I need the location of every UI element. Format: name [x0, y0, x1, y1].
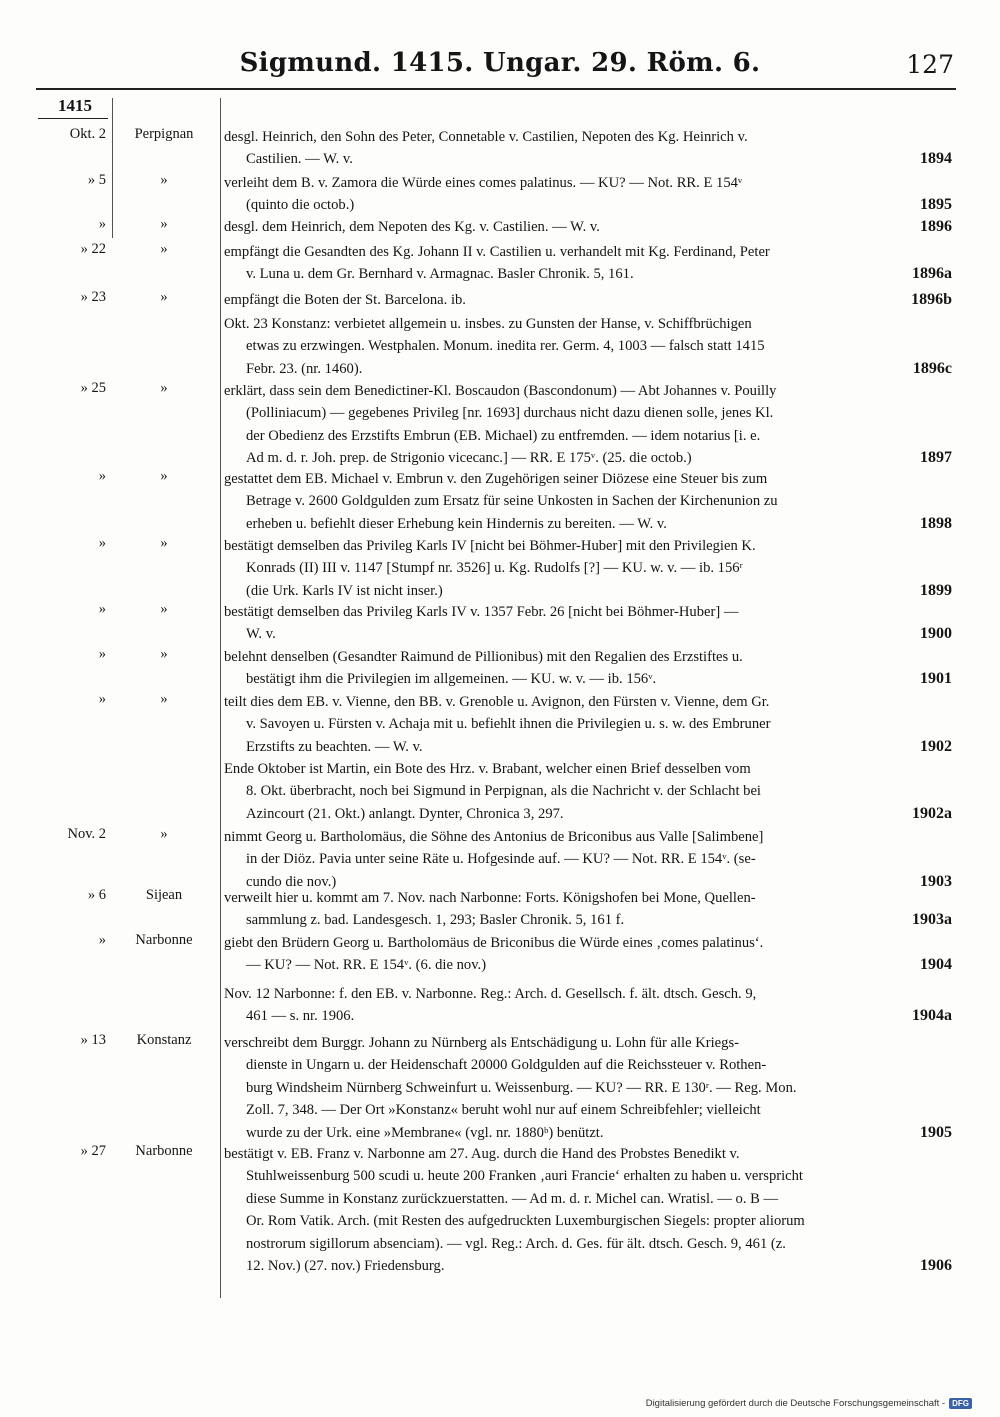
- entry-line: erheben u. befiehlt dieser Erhebung kein Hindernis zu bereiten. — W. v.: [246, 515, 667, 532]
- entry-line: bestätigt demselben das Privileg Karls IV [nicht bei Böhmer-Huber] mit den Privilegien K.: [224, 538, 756, 554]
- entry-line: sammlung z. bad. Landesgesch. 1, 293; Basler Chronik. 5, 161 f.: [246, 912, 625, 929]
- entry-line: dienste in Ungarn u. der Heidenschaft 20000 Goldgulden auf die Reichssteuer v. Rothen-: [246, 1057, 767, 1074]
- entry-number: 1897: [920, 449, 952, 467]
- entry-text: [224, 601, 952, 646]
- entry-number: 1900: [920, 625, 952, 643]
- entry-place: »: [160, 691, 168, 707]
- entry-place: »: [160, 826, 168, 842]
- entry-date: »: [98, 691, 106, 707]
- entry-date: »: [98, 646, 106, 662]
- entry-date: »: [98, 468, 106, 484]
- entry-line: Azincourt (21. Okt.) anlangt. Dynter, Chronica 3, 297.: [246, 805, 564, 822]
- entry-date: » 13: [80, 1032, 106, 1048]
- entry-line: etwas zu erzwingen. Westphalen. Monum. inedita rer. Germ. 4, 1003 — falsch statt 1415: [246, 338, 765, 355]
- entry-number: 1896: [920, 218, 952, 235]
- entry-place: »: [160, 380, 168, 396]
- entry-line: bestätigt ihm die Privilegien im allgemeinen. — KU. w. v. — ib. 156ᵛ.: [246, 671, 657, 688]
- entry-place: Narbonne: [135, 932, 193, 948]
- entry-number: 1898: [920, 514, 952, 532]
- entry-number: 1895: [920, 196, 952, 214]
- entry-number: 1901: [920, 670, 952, 688]
- entry-place: »: [160, 646, 168, 662]
- entry-line: Stuhlweissenburg 500 scudi u. heute 200 Franken ‚auri Francie‘ erhalten zu haben u. verspricht: [246, 1168, 803, 1185]
- entry-text: [224, 758, 952, 825]
- entry-line: burg Windsheim Nürnberg Schweinfurt u. Weissenburg. — KU? — RR. E 130ʳ. — Reg. Mon.: [246, 1079, 797, 1096]
- entry-text: [224, 1032, 952, 1144]
- entry-line: (Polliniacum) — gegebenes Privileg [nr. 1693] durchaus nicht dazu dienen solle, jenes Kl.: [246, 405, 774, 422]
- entry-line: teilt dies dem EB. v. Vienne, den BB. v. Grenoble u. Avignon, den Fürsten v. Vienne, dem Gr.: [224, 694, 770, 710]
- entry-line: Okt. 23 Konstanz: verbietet allgemein u. insbes. zu Gunsten der Hanse, v. Schiffbrüchigen: [224, 316, 752, 332]
- entry-line: Ad m. d. r. Joh. prep. de Strigonio vicecanc.] — RR. E 175ᵛ. (25. die octob.): [246, 450, 692, 467]
- entry-line: Erzstifts zu beachten. — W. v.: [246, 738, 423, 755]
- entry-number: 1904: [920, 956, 952, 974]
- entry-place: »: [160, 468, 168, 484]
- entry-line: W. v.: [246, 626, 276, 643]
- entry-line: v. Luna u. dem Gr. Bernhard v. Armagnac. Basler Chronik. 5, 161.: [246, 266, 634, 283]
- entry-place: »: [160, 172, 168, 188]
- entry-number: 1905: [920, 1123, 952, 1141]
- entry-place: »: [160, 601, 168, 617]
- entry-line: Febr. 23. (nr. 1460).: [246, 360, 363, 377]
- entry-line: Betrage v. 2600 Goldgulden zum Ersatz für seine Unkosten in Sachen der Kirchenunion zu: [246, 493, 778, 510]
- entry-line: cundo die nov.): [246, 873, 337, 890]
- entry-line: 461 — s. nr. 1906.: [246, 1008, 355, 1025]
- entry-place: Konstanz: [136, 1032, 192, 1048]
- entry-date: »: [98, 932, 106, 948]
- entry-number: 1903a: [912, 911, 952, 929]
- entry-number: 1899: [920, 581, 952, 599]
- entry-date: Okt. 2: [69, 126, 106, 142]
- entry-text: [224, 1143, 952, 1277]
- entry-place: »: [160, 289, 168, 305]
- entry-line: Nov. 12 Narbonne: f. den EB. v. Narbonne. Reg.: Arch. d. Gesellsch. f. ält. dtsch. Gesch. 9,: [224, 986, 757, 1002]
- entry-place: Narbonne: [135, 1143, 193, 1159]
- entry-text: [224, 932, 952, 977]
- entry-date: Nov. 2: [67, 826, 106, 842]
- entry-line: Castilien. — W. v.: [246, 151, 353, 168]
- year-heading: 1415: [58, 96, 92, 115]
- entry-date: » 22: [80, 241, 106, 257]
- entry-line: Or. Rom Vatik. Arch. (mit Resten des aufgedruckten Luxemburgischen Siegels: propter aliorum: [246, 1213, 805, 1230]
- entry-line: nimmt Georg u. Bartholomäus, die Söhne des Antonius de Briconibus aus Valle [Salimbene]: [224, 829, 764, 845]
- entry-number: 1896c: [912, 359, 952, 377]
- entry-text: [224, 691, 952, 758]
- entry-text: [224, 887, 952, 932]
- entry-line: diese Summe in Konstanz zurückzuerstatten. — Ad m. d. r. Michel can. Wratisl. — o. B —: [246, 1190, 779, 1207]
- header-rule: [36, 88, 956, 90]
- entry-place: »: [160, 241, 168, 257]
- entry-line: Konrads (II) III v. 1147 [Stumpf nr. 3526] u. Kg. Rudolfs [?] — KU. w. v. — ib. 156ʳ: [246, 560, 743, 577]
- column-divider: [220, 98, 221, 1298]
- entry-line: Zoll. 7, 348. — Der Ort »Konstanz« beruht wohl nur auf einem Schreibfehler; vielleicht: [246, 1102, 761, 1119]
- entry-line: verschreibt dem Burggr. Johann zu Nürnberg als Entschädigung u. Lohn für alle Kriegs-: [224, 1035, 739, 1051]
- entry-number: 1904a: [912, 1007, 952, 1025]
- entry-text: [224, 289, 952, 311]
- entry-place: Sijean: [145, 887, 183, 903]
- entry-line: 12. Nov.) (27. nov.) Friedensburg.: [246, 1258, 445, 1275]
- entry-line: gestattet dem EB. Michael v. Embrun v. den Zugehörigen seiner Diözese eine Steuer bis zum: [224, 471, 768, 487]
- entry-line: giebt den Brüdern Georg u. Bartholomäus de Briconibus die Würde eines ‚comes palatinus‘.: [224, 935, 764, 951]
- entry-text: [224, 468, 952, 535]
- entry-line: — KU? — Not. RR. E 154ᵛ. (6. die nov.): [246, 957, 487, 974]
- entry-text: [224, 380, 952, 470]
- entry-text: [224, 241, 952, 286]
- entry-place: Perpignan: [134, 126, 194, 142]
- entry-number: 1902a: [912, 804, 952, 822]
- entry-line: belehnt denselben (Gesandter Raimund de Pillionibus) mit den Regalien des Erzstiftes u.: [224, 649, 743, 665]
- page-title: Sigmund. 1415. Ungar. 29. Röm. 6.: [239, 48, 761, 78]
- entry-line: empfängt die Gesandten des Kg. Johann II v. Castilien u. verhandelt mit Kg. Ferdinand, Peter: [224, 244, 770, 260]
- entry-date: » 6: [87, 887, 106, 903]
- entry-text: [224, 172, 952, 217]
- entry-line: 8. Okt. überbracht, noch bei Sigmund in Perpignan, als die Nachricht v. der Schlacht bei: [246, 783, 761, 800]
- dfg-logo: DFG: [949, 1398, 972, 1409]
- year-rule: [38, 118, 108, 119]
- entry-line: wurde zu der Urk. eine »Membrane« (vgl. nr. 1880ᵇ) benützt.: [246, 1124, 604, 1141]
- entry-number: 1902: [920, 737, 952, 755]
- entry-date: » 27: [80, 1143, 106, 1159]
- entry-date: » 25: [80, 380, 106, 396]
- entry-line: desgl. dem Heinrich, dem Nepoten des Kg. v. Castilien. — W. v.: [224, 219, 600, 235]
- entry-line: Ende Oktober ist Martin, ein Bote des Hrz. v. Brabant, welcher einen Brief desselben vom: [224, 761, 751, 777]
- entry-line: erklärt, dass sein dem Benedictiner-Kl. Boscaudon (Bascondonum) — Abt Johannes v. Pouilly: [224, 383, 777, 399]
- entry-text: [224, 983, 952, 1028]
- entry-number: 1896a: [912, 265, 952, 283]
- entry-line: (die Urk. Karls IV ist nicht inser.): [246, 582, 443, 599]
- entry-text: [224, 313, 952, 380]
- entry-text: [224, 535, 952, 602]
- entry-line: empfängt die Boten der St. Barcelona. ib.: [224, 292, 466, 308]
- entry-date: » 5: [87, 172, 106, 188]
- entry-line: v. Savoyen u. Fürsten v. Achaja mit u. befiehlt ihnen die Privilegien u. s. w. des Embruner: [246, 716, 771, 733]
- entry-line: der Obedienz des Erzstifts Embrun (EB. Michael) zu entfremden. — idem notarius [i. e.: [246, 427, 761, 444]
- entry-text: [224, 126, 952, 171]
- footer: [646, 1398, 972, 1409]
- entry-line: (quinto die octob.): [246, 197, 355, 214]
- entry-number: 1906: [920, 1257, 952, 1275]
- page-number: 127: [906, 50, 954, 79]
- entry-line: in der Diöz. Pavia unter seine Räte u. Hofgesinde auf. — KU? — Not. RR. E 154ᵛ. (se-: [246, 851, 756, 868]
- entry-line: desgl. Heinrich, den Sohn des Peter, Connetable v. Castilien, Nepoten des Kg. Heinrich v.: [224, 129, 748, 145]
- entry-line: nostrorum sigillorum absenciam). — vgl. Reg.: Arch. d. Ges. für ält. dtsch. Gesch. 9, 461 (z.: [246, 1235, 786, 1252]
- entry-date: »: [98, 601, 106, 617]
- entry-text: [224, 646, 952, 691]
- entry-date: » 23: [80, 289, 106, 305]
- entry-date: »: [98, 535, 106, 551]
- entry-line: verleiht dem B. v. Zamora die Würde eines comes palatinus. — KU? — Not. RR. E 154ᵛ: [224, 175, 743, 191]
- entry-number: 1894: [920, 150, 952, 168]
- entry-line: bestätigt v. EB. Franz v. Narbonne am 27. Aug. durch die Hand des Probstes Benedikt v.: [224, 1146, 740, 1162]
- entry-date: »: [98, 216, 106, 232]
- entry-place: »: [160, 535, 168, 551]
- entry-line: bestätigt demselben das Privileg Karls IV v. 1357 Febr. 26 [nicht bei Böhmer-Huber] —: [224, 604, 739, 620]
- entry-line: verweilt hier u. kommt am 7. Nov. nach Narbonne: Forts. Königshofen bei Mone, Quellen-: [224, 890, 756, 906]
- entry-text: [224, 826, 952, 893]
- entry-number: 1903: [920, 872, 952, 890]
- entry-number: 1896b: [911, 291, 952, 308]
- entry-place: »: [160, 216, 168, 232]
- footer-text: Digitalisierung gefördert durch die Deutsche Forschungsgemeinschaft -: [645, 1398, 946, 1409]
- entry-text: [224, 216, 952, 238]
